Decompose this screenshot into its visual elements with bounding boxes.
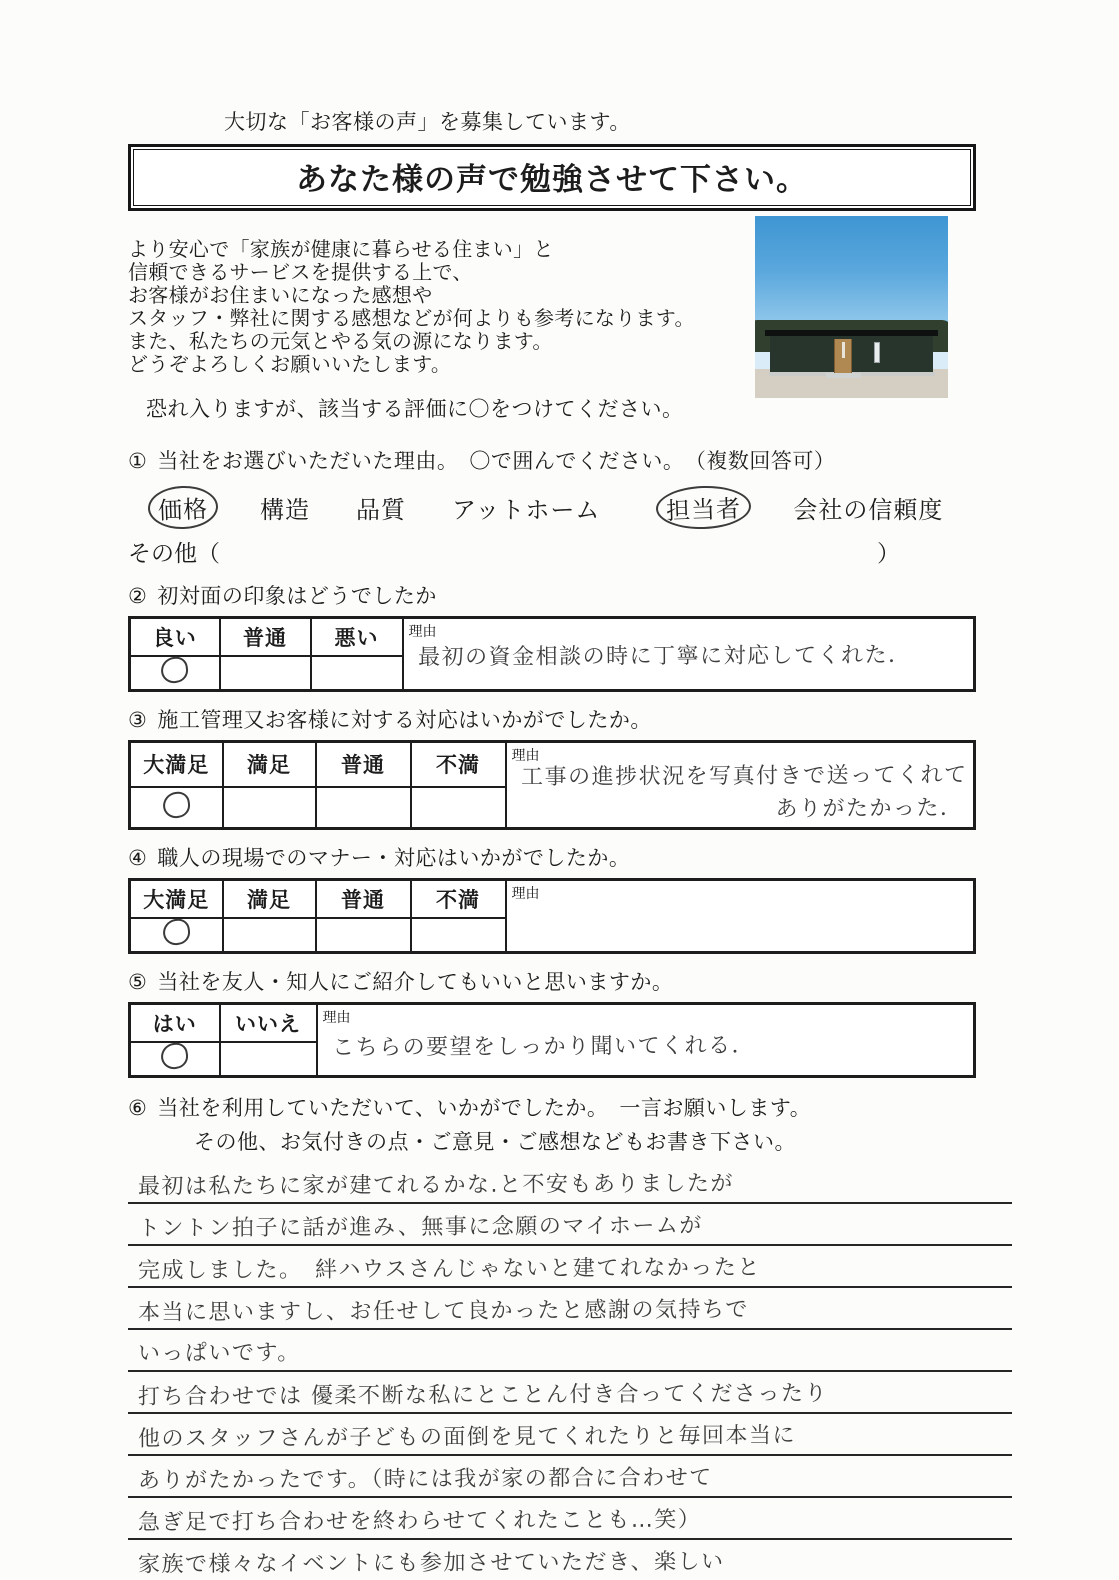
comment-text: トントン拍子に話が進み、無事に念願のマイホームが (137, 1213, 703, 1242)
comment-line (128, 1414, 1012, 1456)
question-3 (128, 704, 976, 830)
q5-answer-yes (130, 1042, 220, 1077)
q1-label: 当社をお選びいただいた理由。 〇で囲んでください。 （複数回答可） (157, 450, 836, 473)
q1-number: ① (128, 450, 148, 473)
comment-line (128, 1162, 1012, 1204)
option-quality: 品質 (356, 497, 406, 524)
comment-text: 打ち合わせでは 優柔不断な私にとことん付き合ってくださったり (137, 1381, 829, 1410)
q3-table (128, 740, 976, 830)
intro-line: お客様がお住まいになった感想や (128, 285, 433, 307)
option-price: 価格 (147, 485, 218, 530)
comment-text: 家族で様々なイベントにも参加させていただき、楽しい (137, 1549, 725, 1578)
question-6 (128, 1092, 976, 1580)
comment-text: 完成しました。 絆ハウスさんじゃないと建てれなかったと (137, 1255, 761, 1284)
intro-line: より安心で「家族が健康に暮らせる住まい」と (128, 239, 554, 261)
page-title: あなた様の声で勉強させて下さい。 (296, 162, 808, 197)
q6-label-line1: 当社を利用していただいて、いかがでしたか。 一言お願いします。 (157, 1097, 812, 1120)
comment-text: 急ぎ足で打ち合わせを終わらせてくれたことも…笑） (137, 1507, 702, 1536)
comment-line (128, 1246, 1012, 1288)
circle-mark (160, 655, 190, 685)
intro-paragraph (128, 239, 748, 377)
intro-line: 信頼できるサービスを提供する上で、 (128, 262, 473, 284)
free-comment-area (128, 1162, 1012, 1580)
q3-col-normal: 普通 (316, 742, 411, 787)
q6-number: ⑥ (128, 1097, 148, 1120)
comment-text: 最初は私たちに家が建てれるかな.と不安もありましたが (137, 1171, 735, 1200)
comment-text: いっぱいです。 (137, 1340, 301, 1367)
intro-line: また、私たちの元気とやる気の源になります。 (128, 331, 553, 353)
intro-line: スタッフ・弊社に関する感想などが何よりも参考になります。 (128, 308, 695, 330)
comment-line (128, 1204, 1012, 1246)
q4-col-unsatisfied: 不満 (411, 880, 506, 918)
q3-label: 施工管理又お客様に対する対応はいかがでしたか。 (157, 709, 652, 732)
question-1 (128, 445, 976, 568)
comment-text: 他のスタッフさんが子どもの面倒を見てくれたりと毎回本当に (137, 1423, 797, 1452)
q2-answer-bad (311, 656, 403, 691)
circle-mark (160, 1041, 190, 1071)
q1-options (148, 486, 976, 529)
circle-mark (161, 917, 191, 947)
q3-reason-handwriting-line1: 工事の進捗状況を写真付きで送ってくれて (520, 762, 968, 791)
q3-answer-satisfied (223, 787, 316, 829)
question-2 (128, 580, 976, 692)
q5-reason-label: 理由 (322, 1009, 351, 1025)
q5-col-yes: はい (130, 1004, 220, 1042)
q4-col-normal: 普通 (316, 880, 411, 918)
option-staff-in-charge: 担当者 (656, 484, 752, 530)
q2-reason-cell (403, 618, 975, 691)
q4-label: 職人の現場でのマナー・対応はいかがでしたか。 (157, 847, 631, 870)
circle-mark (161, 790, 191, 820)
other-open-label: その他（ (128, 540, 220, 566)
q3-col-unsatisfied: 不満 (411, 742, 506, 787)
q4-table (128, 878, 976, 954)
q4-answer-satisfied (223, 918, 316, 953)
q4-answer-unsatisfied (411, 918, 506, 953)
q3-col-satisfied: 満足 (223, 742, 316, 787)
q5-table (128, 1002, 976, 1078)
comment-line (128, 1372, 1012, 1414)
q2-answer-normal (220, 656, 311, 691)
q2-label: 初対面の印象はどうでしたか (157, 585, 437, 608)
q4-reason-handwriting (506, 880, 973, 904)
q4-answer-normal (316, 918, 411, 953)
comment-line (128, 1288, 1012, 1330)
comment-line (128, 1456, 1012, 1498)
q3-reason-cell (506, 742, 975, 829)
q2-col-bad: 悪い (311, 618, 403, 656)
q4-answer-very-satisfied (130, 918, 223, 953)
question-5 (128, 966, 976, 1078)
q2-col-normal: 普通 (220, 618, 311, 656)
q2-reason-handwriting: 最初の資金相談の時に丁寧に対応してくれた． (417, 642, 912, 671)
q6-label-line2: その他、お気付きの点・ご意見・ご感想などもお書き下さい。 (194, 1131, 796, 1154)
q5-answer-no (220, 1042, 317, 1077)
comment-line (128, 1330, 1012, 1372)
q2-reason-label: 理由 (408, 623, 437, 639)
q3-col-very-satisfied: 大満足 (130, 742, 223, 787)
option-company-trust: 会社の信頼度 (793, 497, 944, 524)
q5-label: 当社を友人・知人にご紹介してもいいと思いますか。 (157, 971, 674, 994)
comment-text: 本当に思いますし、お任せして良かったと感謝の気持ちで (137, 1297, 749, 1326)
comment-line (128, 1540, 1012, 1580)
q2-table (128, 616, 976, 692)
q5-reason-handwriting: こちらの要望をしっかり聞いてくれる． (331, 1033, 755, 1061)
q2-col-good: 良い (130, 618, 220, 656)
q2-number: ② (128, 585, 148, 608)
comment-text: ありがたかったです。（時には我が家の都合に合わせて (137, 1465, 713, 1494)
q1-other-row (128, 535, 900, 568)
q3-number: ③ (128, 709, 148, 732)
q5-number: ⑤ (128, 971, 148, 994)
question-4 (128, 842, 976, 954)
q2-answer-good (130, 656, 220, 691)
q4-number: ④ (128, 847, 148, 870)
intro-line: どうぞよろしくお願いいたします。 (128, 354, 452, 376)
q4-reason-cell (506, 880, 975, 953)
q3-reason-label: 理由 (511, 747, 540, 763)
q3-answer-unsatisfied (411, 787, 506, 829)
option-at-home: アットホーム (452, 497, 601, 524)
title-box (128, 144, 976, 211)
q5-reason-cell (317, 1004, 975, 1077)
q4-reason-label: 理由 (511, 885, 540, 901)
q4-col-satisfied: 満足 (223, 880, 316, 918)
option-structure: 構造 (260, 497, 310, 524)
rating-prompt: 恐れ入りますが、該当する評価に〇をつけてください。 (146, 398, 684, 421)
q3-answer-very-satisfied (130, 787, 223, 829)
q3-answer-normal (316, 787, 411, 829)
q4-col-very-satisfied: 大満足 (130, 880, 223, 918)
recruiting-note: 大切な「お客様の声」を募集しています。 (224, 111, 631, 134)
q3-reason-handwriting-line2: ありがたかった． (774, 795, 964, 822)
q5-col-no: いいえ (220, 1004, 317, 1042)
comment-line (128, 1498, 1012, 1540)
other-close-label: ） (877, 540, 900, 566)
